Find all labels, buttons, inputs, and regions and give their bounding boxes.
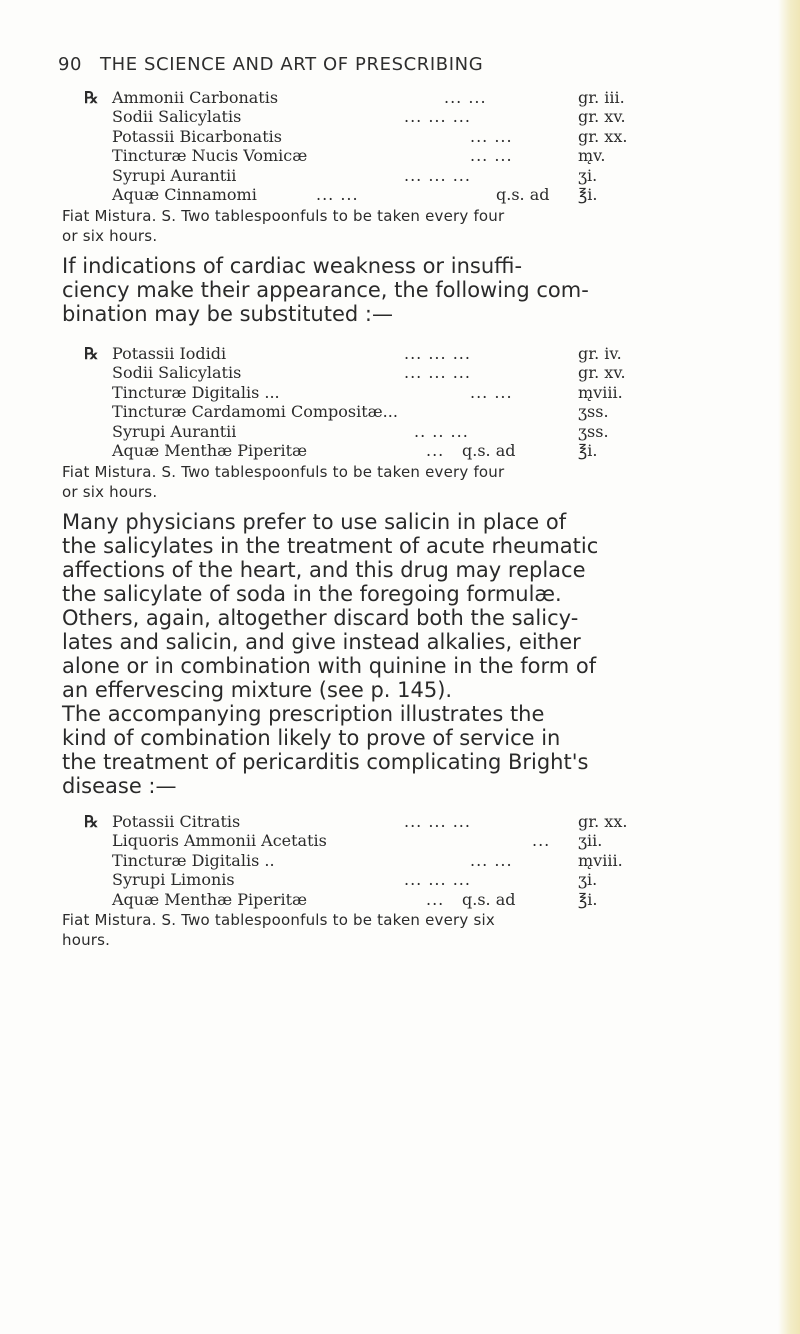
ingredient-dose: m̨viii. [578,850,623,870]
recipe-symbol: ℞ [84,344,99,363]
quantity-sufficient: q.s. ad [462,889,516,909]
ingredient-name: Aquæ Menthæ Piperitæ [112,440,308,460]
ingredient-name: Syrupi Aurantii [112,421,237,441]
ingredient-dose: m̨viii. [578,382,623,402]
text-line: the treatment of pericarditis complicating Bright's [62,750,589,774]
rx-row [84,344,734,363]
prescription-3 [84,812,734,909]
ingredient-dose: ℥i. [578,440,598,460]
ingredient-name: Tincturæ Digitalis .. [112,850,275,870]
text-line: the salicylate of soda in the foregoing formulæ. [62,582,562,606]
text-line: Many physicians prefer to use salicin in place of [62,510,567,534]
prescription-2 [84,344,734,460]
text-line: Others, again, altogether discard both the salicy- [62,606,579,630]
dot-leader: ... ... [470,850,513,870]
text-line: disease :— [62,774,177,798]
rx-row [84,441,734,460]
running-title: THE SCIENCE AND ART OF PRESCRIBING [100,54,484,75]
dot-leader: ... ... [470,126,513,146]
dot-leader: ... ... ... [404,165,471,185]
dot-leader: ... ... ... [404,107,471,127]
ingredient-name: Sodii Salicylatis [112,107,242,127]
dot-leader: ... ... [316,184,359,204]
directions-line: or six hours. [62,483,158,501]
text-line: bination may be substituted :— [62,302,393,326]
ingredient-name: Potassii Bicarbonatis [112,126,282,146]
ingredient-dose: ʒi. [578,165,598,185]
ingredient-name: Syrupi Aurantii [112,165,237,185]
rx-row [84,185,734,204]
text-line: kind of combination likely to prove of service in [62,726,561,750]
rx-row [84,422,734,441]
directions-line: Fiat Mistura. S. Two tablespoonfuls to be taken every four [62,207,505,225]
ingredient-name: Syrupi Limonis [112,870,235,890]
rx-row [84,166,734,185]
dot-leader: ... [532,831,551,851]
running-header [58,54,748,75]
text-line: The accompanying prescription illustrates the [62,702,545,726]
dot-leader: .. .. ... [414,421,469,441]
rx-row [84,851,734,870]
page-edge [778,0,800,1334]
rx-row [84,402,734,421]
rx-row [84,890,734,909]
recipe-symbol: ℞ [84,88,99,107]
ingredient-dose: gr. iv. [578,344,622,363]
ingredient-dose: gr. iii. [578,88,625,107]
ingredient-dose: gr. xv. [578,107,626,127]
directions-line: Fiat Mistura. S. Two tablespoonfuls to be taken every four [62,463,505,481]
page-number: 90 [58,54,83,75]
dot-leader: ... ... [470,382,513,402]
text-line: affections of the heart, and this drug may replace [62,558,586,582]
ingredient-name: Liquoris Ammonii Acetatis [112,831,327,851]
rx-row [84,107,734,126]
rx-row [84,831,734,850]
quantity-sufficient: q.s. ad [496,184,550,204]
ingredient-name: Tincturæ Cardamomi Compositæ... [112,402,398,422]
rx-row [84,88,734,107]
rx-row [84,870,734,889]
ingredient-dose: ℥i. [578,889,598,909]
ingredient-name: Aquæ Menthæ Piperitæ [112,889,308,909]
dot-leader: ... ... [444,88,487,107]
ingredient-dose: gr. xx. [578,812,628,831]
directions-line: hours. [62,931,111,949]
ingredient-dose: m̨v. [578,146,606,166]
dot-leader: ... ... ... [404,870,471,890]
directions-1 [62,206,752,246]
rx-row [84,363,734,382]
rx-row [84,812,734,831]
ingredient-name: Potassii Citratis [112,812,241,831]
ingredient-name: Tincturæ Digitalis ... [112,382,280,402]
ingredient-name: Tincturæ Nucis Vomicæ [112,146,308,166]
text-line: lates and salicin, and give instead alkalies, either [62,630,581,654]
ingredient-dose: ℥i. [578,184,598,204]
paragraph-salicin [62,510,762,798]
ingredient-dose: gr. xx. [578,126,628,146]
directions-line: or six hours. [62,227,158,245]
quantity-sufficient: q.s. ad [462,440,516,460]
text-line: the salicylates in the treatment of acute rheumatic [62,534,599,558]
dot-leader: ... ... [470,146,513,166]
dot-leader: ... [426,889,445,909]
dot-leader: ... ... ... [404,344,471,363]
rx-row [84,383,734,402]
text-line: alone or in combination with quinine in the form of [62,654,597,678]
ingredient-name: Aquæ Cinnamomi [112,184,257,204]
ingredient-dose: ʒii. [578,831,603,851]
rx-row [84,146,734,165]
ingredient-name: Ammonii Carbonatis [112,88,279,107]
text-line: If indications of cardiac weakness or insuffi- [62,254,523,278]
recipe-symbol: ℞ [84,812,99,831]
text-line: ciency make their appearance, the following com- [62,278,589,302]
ingredient-dose: ʒi. [578,870,598,890]
prescription-1 [84,88,734,204]
ingredient-dose: ʒss. [578,421,609,441]
dot-leader: ... ... ... [404,363,471,383]
dot-leader: ... ... ... [404,812,471,831]
ingredient-dose: gr. xv. [578,363,626,383]
text-line: an effervescing mixture (see p. 145). [62,678,453,702]
rx-row [84,127,734,146]
directions-3 [62,910,752,950]
paragraph-cardiac-weakness [62,254,762,326]
directions-line: Fiat Mistura. S. Two tablespoonfuls to be taken every six [62,911,495,929]
ingredient-name: Potassii Iodidi [112,344,227,363]
directions-2 [62,462,752,502]
ingredient-dose: ʒss. [578,402,609,422]
ingredient-name: Sodii Salicylatis [112,363,242,383]
dot-leader: ... [426,440,445,460]
